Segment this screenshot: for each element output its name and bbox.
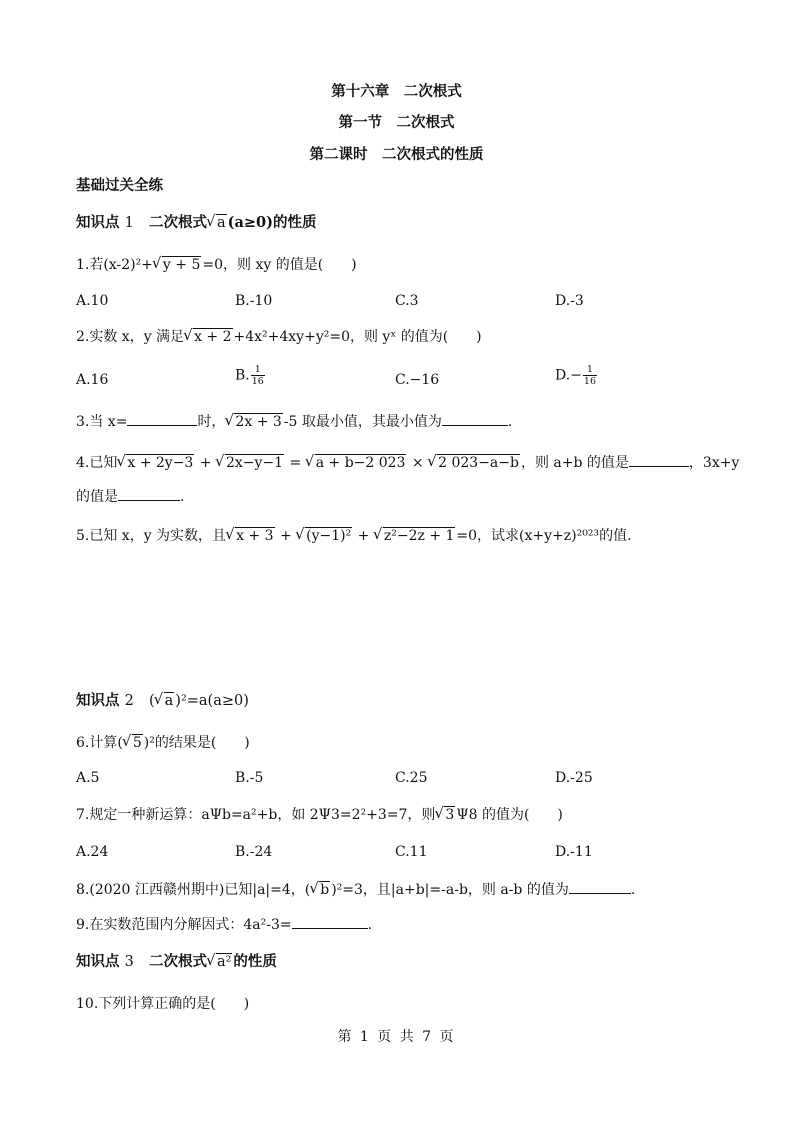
section-title: 第一节 二次根式	[338, 114, 455, 131]
kp-title-a: 二次根式	[148, 214, 207, 231]
q2-option-b: B. $\frac{1}{16}$	[235, 364, 264, 387]
q6-stem-a: 6.计算(	[76, 735, 123, 751]
kp-number: 1	[124, 215, 134, 231]
q8-stem-b: )²=3，且|a+b|=-a-b，则 a-b 的值为	[331, 882, 569, 898]
radical-sign: √ 2x−y−1	[216, 453, 284, 473]
lesson-title: 第二课时 二次根式的性质	[309, 146, 484, 163]
radical-sign: √ 5	[123, 733, 143, 753]
knowledge-point-2: 知识点 2 (√ a )²=a(a≥0)	[76, 691, 249, 711]
fraction: $\frac{1}{16}$	[583, 364, 596, 387]
q2-option-d: D.− $\frac{1}{16}$	[555, 364, 596, 387]
q6-option-a: A.5	[76, 770, 100, 786]
radical-sign: √ a	[207, 213, 227, 233]
q2-stem-b: +4x²+4xy+y²=0，则 yˣ 的值为( )	[233, 329, 482, 345]
q4-stem-b: ，则 a+b 的值是	[520, 455, 629, 471]
radical-sign: √ b	[310, 880, 330, 900]
q6-option-d: D.-25	[555, 770, 593, 786]
radical-sign: √ a + b−2 023	[306, 453, 407, 473]
q9-stem-a: 9.在实数范围内分解因式：4a²-3=	[76, 917, 292, 933]
question-7	[76, 805, 563, 825]
q7-option-c: C.11	[395, 844, 428, 860]
radical-sign: √ 2x + 3	[225, 412, 282, 432]
q7-option-a: A.24	[76, 844, 109, 860]
kp-title-a: 二次根式	[148, 953, 207, 970]
question-9: 9.在实数范围内分解因式：4a²-3= .	[76, 914, 372, 935]
kp-prefix: 知识点	[76, 214, 120, 231]
answer-blank[interactable]	[442, 411, 508, 426]
q3-stem-c: -5 取最小值，其最小值为	[283, 414, 442, 430]
radical-sign: √ 2 023−a−b	[428, 453, 520, 473]
kp-number: 3	[124, 954, 134, 970]
q6-option-b: B.-5	[235, 770, 264, 786]
question-2	[76, 327, 482, 347]
q7-stem-b: Ψ8 的值为( )	[456, 807, 563, 823]
q7-option-d: D.-11	[555, 844, 593, 860]
kp-title-b: (a≥0)的性质	[227, 214, 317, 231]
q1-option-a: A.10	[76, 293, 109, 309]
kp-formula: )²=a(a≥0)	[175, 693, 249, 709]
q3-stem-a: 3.当 x=	[76, 414, 128, 430]
q2-option-c: C.−16	[395, 372, 440, 388]
radical-sign: √ x + 2y−3	[117, 453, 194, 473]
radical-sign: √ a	[155, 691, 175, 711]
question-1	[76, 255, 357, 275]
radical-sign: √ (y−1)²	[296, 526, 352, 546]
question-4-line-2: 的值是 .	[76, 486, 184, 507]
fraction: $\frac{1}{16}$	[251, 364, 264, 387]
q6-stem-b: )²的结果是( )	[143, 735, 250, 751]
q4-stem-c: ，3x+y	[688, 455, 740, 471]
radical-sign: √ y + 5	[153, 255, 201, 275]
kp-prefix: 知识点	[76, 692, 120, 709]
q8-stem-a: 8.(2020 江西赣州期中)已知|a|=4，(	[76, 882, 311, 898]
q1-option-b: B.-10	[235, 293, 273, 309]
question-6	[76, 733, 250, 753]
answer-blank[interactable]	[292, 914, 368, 929]
q3-stem-b: 时，	[197, 414, 226, 430]
q7-option-b: B.-24	[235, 844, 273, 860]
q1-stem-a: 1.若(x-2)²+	[76, 257, 153, 273]
kp-number: 2	[124, 693, 134, 709]
q2-option-a: A.16	[76, 372, 109, 388]
chapter-title: 第十六章 二次根式	[331, 83, 462, 100]
q5-stem-b: =0，试求(x+y+z)²⁰²³的值.	[456, 528, 632, 544]
radical-sign: √ 3	[435, 805, 455, 825]
q2-stem-a: 2.实数 x，y 满足	[76, 329, 185, 345]
knowledge-point-3	[76, 952, 277, 972]
intro-heading: 基础过关全练	[76, 177, 163, 194]
radical-sign: √ x + 3	[226, 526, 274, 546]
question-4: 4.已知√ x + 2y−3 + √ 2x−y−1 = √ a + b−2 023 × √ 2 023−a−b ，则 a+b 的值是 ，3x+y	[76, 452, 739, 473]
page-footer: 第 1 页 共 7 页	[337, 1029, 456, 1045]
q5-stem-a: 5.已知 x，y 为实数，且	[76, 528, 227, 544]
kp-title-b: 的性质	[233, 953, 277, 970]
radical-sign: √ a²	[207, 952, 232, 972]
q6-option-c: C.25	[395, 770, 428, 786]
question-5: 5.已知 x，y 为实数，且√ x + 3 + √ (y−1)² + √ z²−2z + 1 =0，试求(x+y+z)²⁰²³的值.	[76, 526, 632, 546]
q1-option-d: D.-3	[555, 293, 584, 309]
answer-blank[interactable]	[118, 486, 180, 501]
answer-blank[interactable]	[629, 452, 689, 467]
q1-option-c: C.3	[395, 293, 419, 309]
question-8: 8.(2020 江西赣州期中)已知|a|=4，(√ b )²=3，且|a+b|=-a-b，则 a-b 的值为 .	[76, 879, 635, 900]
q4-stem-a: 4.已知	[76, 455, 118, 471]
q1-stem-b: =0，则 xy 的值是( )	[202, 257, 357, 273]
question-3: 3.当 x= 时，√ 2x + 3 -5 取最小值，其最小值为 .	[76, 411, 512, 432]
answer-blank[interactable]	[569, 879, 631, 894]
radical-sign: √ x + 2	[184, 327, 232, 347]
kp-prefix: 知识点	[76, 953, 120, 970]
radical-sign: √ z²−2z + 1	[374, 526, 456, 546]
question-10: 10.下列计算正确的是( )	[76, 996, 250, 1012]
q7-stem-a: 7.规定一种新运算：aΨb=a²+b，如 2Ψ3=2²+3=7，则	[76, 807, 436, 823]
answer-blank[interactable]	[127, 411, 197, 426]
knowledge-point-1	[76, 213, 316, 233]
